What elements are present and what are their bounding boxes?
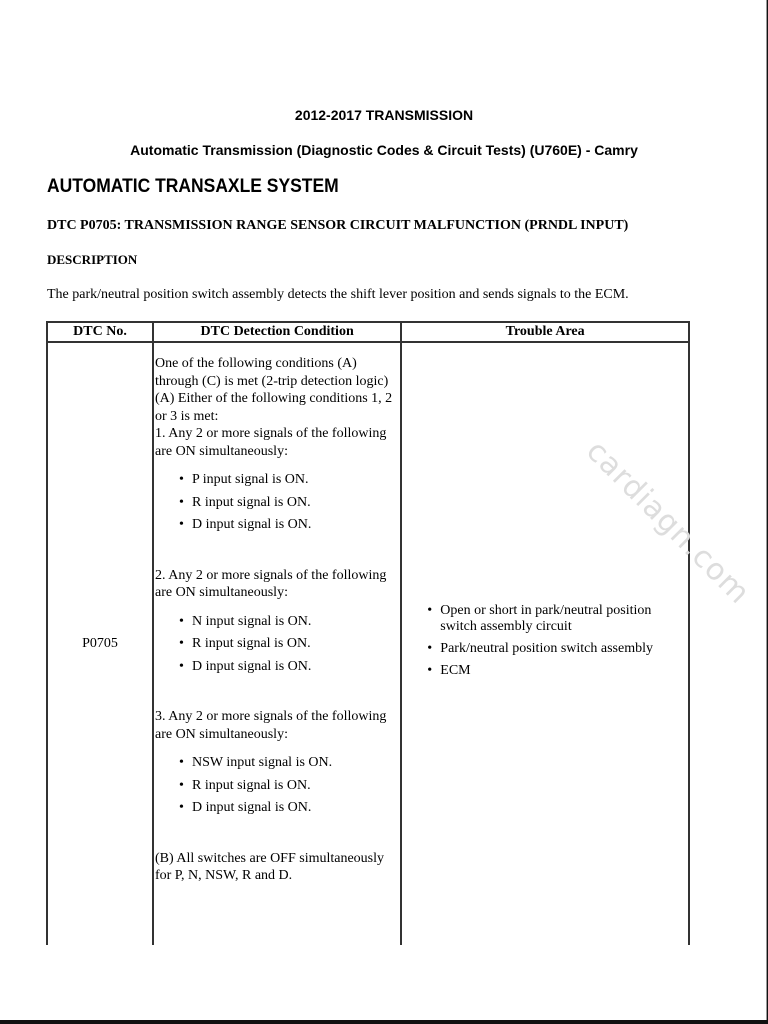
table-row: [47, 342, 689, 945]
list-item: • R input signal is ON.: [192, 775, 400, 798]
list-item: • D input signal is ON.: [192, 797, 400, 820]
condition-group-3-list: [155, 752, 400, 820]
condition-group-1-heading: 1. Any 2 or more signals of the following are ON simultaneously:: [154, 426, 387, 459]
watermark: cardiagn.com: [579, 433, 757, 612]
condition-b: (B) All switches are OFF simultaneously for P, N, NSW, R and D.: [154, 850, 385, 883]
header-trouble-area: Trouble Area: [401, 322, 689, 342]
detection-condition-cell: [153, 342, 401, 945]
list-item: • Park/neutral position switch assembly: [440, 641, 688, 657]
condition-a: (A) Either of the following conditions 1, 2 or 3 is met:: [154, 391, 393, 424]
header-detection-condition: DTC Detection Condition: [153, 322, 401, 342]
trouble-area-list: [424, 603, 688, 679]
dtc-table: [46, 321, 690, 945]
condition-group-2-list: [155, 611, 400, 679]
document-header-title: 2012-2017 TRANSMISSION: [294, 107, 474, 123]
trouble-area-cell: [401, 342, 689, 945]
header-dtc-no: DTC No.: [47, 322, 153, 342]
list-item: • N input signal is ON.: [192, 611, 400, 634]
list-item: • R input signal is ON.: [192, 633, 400, 656]
list-item: • D input signal is ON.: [192, 514, 400, 537]
table-header-row: [47, 322, 689, 342]
dtc-code-cell: P0705: [47, 342, 153, 945]
condition-group-1-list: [155, 469, 400, 537]
condition-group-2-heading: 2. Any 2 or more signals of the following are ON simultaneously:: [154, 567, 387, 600]
dtc-title: DTC P0705: TRANSMISSION RANGE SENSOR CIRCUIT MALFUNCTION (PRNDL INPUT): [47, 218, 629, 233]
list-item: • P input signal is ON.: [192, 469, 400, 492]
condition-group-3-heading: 3. Any 2 or more signals of the following are ON simultaneously:: [154, 709, 387, 742]
list-item: • Open or short in park/neutral position switch assembly circuit: [440, 603, 688, 635]
list-item: • R input signal is ON.: [192, 492, 400, 515]
list-item: • ECM: [440, 663, 688, 679]
page-bottom-border: [0, 1020, 768, 1024]
description-heading: DESCRIPTION: [47, 252, 138, 267]
description-text: The park/neutral position switch assembly detects the shift lever position and sends signals to the ECM.: [47, 287, 629, 302]
list-item: • D input signal is ON.: [192, 656, 400, 679]
list-item: • NSW input signal is ON.: [192, 752, 400, 775]
document-header-subtitle: Automatic Transmission (Diagnostic Codes & Circuit Tests) (U760E) - Camry: [130, 142, 638, 158]
section-title: AUTOMATIC TRANSAXLE SYSTEM: [47, 176, 339, 197]
condition-intro: One of the following conditions (A) through (C) is met (2-trip detection logic): [154, 356, 389, 389]
